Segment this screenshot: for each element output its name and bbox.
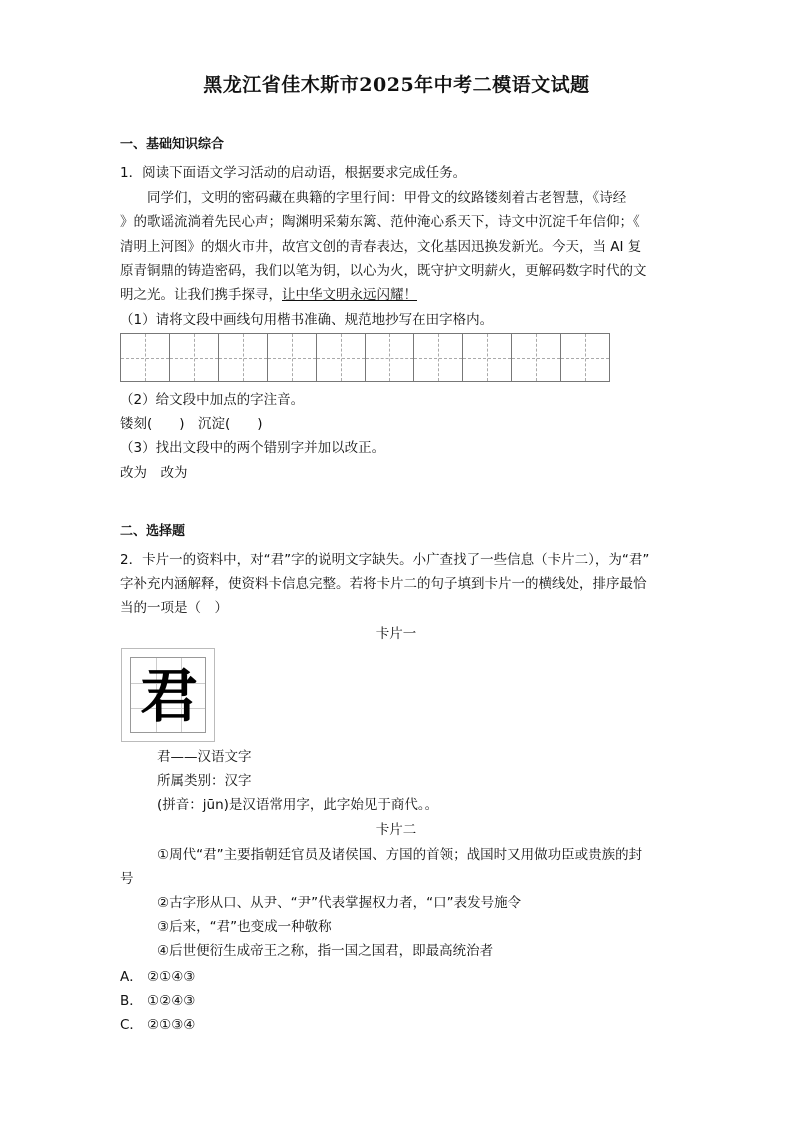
card-1-line-3: (拼音：jūn)是汉语常用字，此字始见于商代。。 [157,797,439,813]
card-2-item-2: ②古字形从口、从尹、“尹”代表掌握权力者，“口”表发号施令 [157,895,522,911]
option-text: ②①④③ [147,969,196,985]
grid-cell[interactable] [317,334,366,381]
sub-question-1: （1）请将文段中画线句用楷书准确、规范地抄写在田字格内。 [120,312,494,328]
option-label: A． [120,969,143,985]
grid-cell[interactable] [366,334,415,381]
option-b[interactable] [120,989,195,1009]
tianzige-grid[interactable] [120,333,610,382]
grid-cell[interactable] [170,334,219,381]
card-2-item-3: ③后来，“君”也变成一种敬称 [157,919,332,935]
passage-line-1: 同学们，文明的密码藏在典籍的字里行间：甲骨文的纹路镂刻着古老智慧，《诗经 [147,190,627,206]
card-1-line-1: 君——汉语文字 [157,749,252,765]
page-title: 黑龙江省佳木斯市2025年中考二模语文试题 [203,74,590,96]
card-1-line-2: 所属类别：汉字 [157,773,252,789]
grid-cell[interactable] [414,334,463,381]
option-a[interactable] [120,965,195,985]
card-2-title: 卡片二 [375,822,417,838]
option-label: C． [120,1017,143,1033]
passage-line-5 [120,283,672,308]
option-text: ②①③④ [147,1017,196,1033]
passage-line-4: 原青铜鼎的铸造密码，我们以笔为钥，以心为火，既守护文明薪火，更解码数字时代的文 [120,263,647,279]
grid-cell[interactable] [561,334,609,381]
option-text: ①②④③ [147,993,196,1009]
character-card-image [121,648,215,742]
card-1-title: 卡片一 [375,626,417,642]
grid-cell[interactable] [463,334,512,381]
sub-question-2-answer: 镂刻( ) 沉淀( ) [120,416,263,432]
underlined-sentence: 让中华文明永远闪耀！ [282,287,417,303]
question-1-stem: 1．阅读下面语文学习活动的启动语，根据要求完成任务。 [120,165,467,181]
passage-last-plain: 明之光。让我们携手探寻， [120,287,282,303]
sub-question-3-answer: 改为 改为 [120,465,188,481]
option-label: B． [120,993,143,1009]
grid-cell[interactable] [268,334,317,381]
section-heading-1: 一、基础知识综合 [120,137,225,152]
question-2-line-1: 2．卡片一的资料中，对“君”字的说明文字缺失。小广查找了一些信息（卡片二），为“君” [120,552,650,568]
grid-cell[interactable] [121,334,170,381]
section-heading-2: 二、选择题 [120,524,186,539]
question-2-line-3: 当的一项是（ ） [120,600,228,616]
grid-cell[interactable] [512,334,561,381]
card-2-item-1: ①周代“君”主要指朝廷官员及诸侯国、方国的首领；战国时又用做功臣或贵族的封 [157,847,643,863]
passage-line-2: 》的歌谣流淌着先民心声；陶渊明采菊东篱、范仲淹心系天下，诗文中沉淀千年信仰；《 [120,214,640,230]
sub-question-2: （2）给文段中加点的字注音。 [120,392,305,408]
question-2-line-2: 字补充内涵解释，使资料卡信息完整。若将卡片二的句子填到卡片一的横线处，排序最恰 [120,576,647,592]
option-c[interactable] [120,1013,195,1033]
grid-cell[interactable] [219,334,268,381]
card-2-item-4: ④后世便衍生成帝王之称，指一国之国君，即最高统治者 [157,943,494,959]
card-2-item-1-cont: 号 [120,871,134,887]
passage-line-3: 清明上河图》的烟火市井，故宫文创的青春表达，文化基因迅换发新光。今天，当 AI 复 [120,239,642,255]
sub-question-3: （3）找出文段中的两个错别字并加以改正。 [120,440,386,456]
jun-character: 君 [139,662,198,730]
